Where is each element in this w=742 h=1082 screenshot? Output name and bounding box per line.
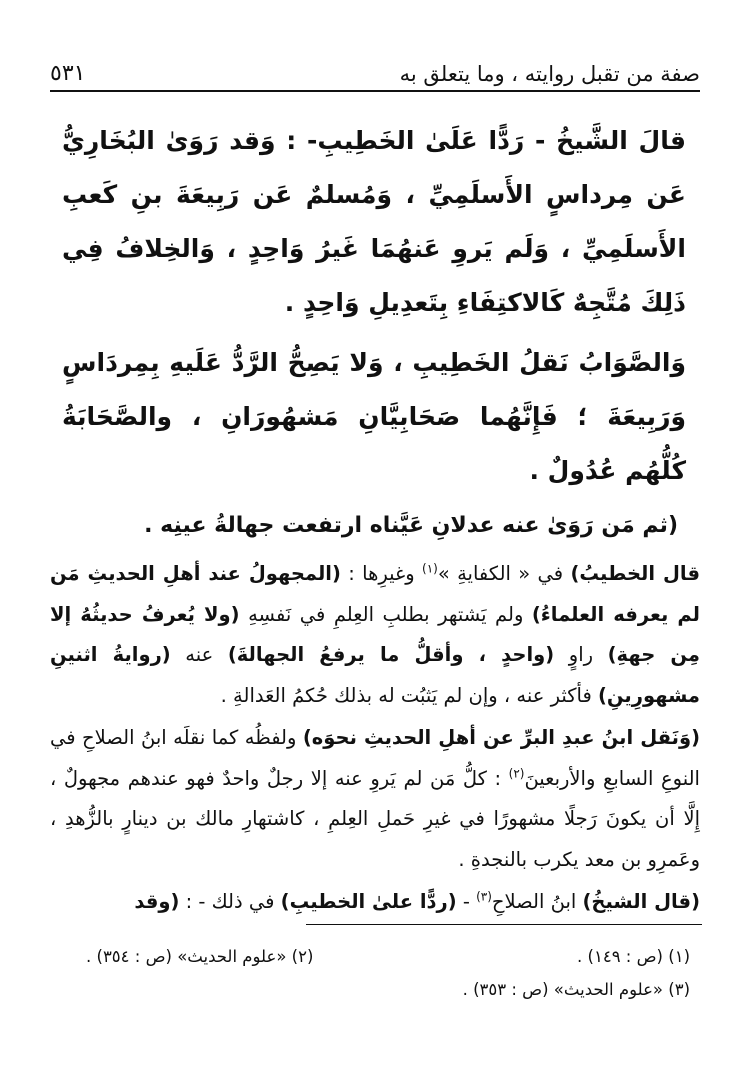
commentary-span: : كلُّ مَن لم يَروِ عنه إلا رجلٌ واحدٌ فهو عندهم مجهولٌ ، إِلَّا أن يكونَ رَجلًا مشهورًا في غيرِ حَملِ العِلمِ ، كاشتهارِ مالك بن دينارٍ بالزُّهدِ ، وعَمرِو بن معد يكرب بالنجدةِ . bbox=[50, 766, 700, 871]
quoted-matn: (وَنَقل ابنُ عبدِ البرِّ عن أهلِ الحديثِ نحوَه) bbox=[302, 726, 700, 749]
commentary-span: فأكثر عنه ، وإن لم يَثبُت له بذلك حُكمُ العَدالةِ . bbox=[220, 683, 598, 707]
commentary-span: عنه bbox=[170, 643, 228, 666]
commentary-span: وغيرِها : bbox=[340, 562, 422, 585]
quoted-matn: (روايةُ اثنينِ مشهورِينِ) bbox=[50, 643, 700, 707]
quoted-matn: (المجهولُ عند أهلِ الحديثِ مَن لم يعرفه العلماءُ) bbox=[50, 562, 701, 626]
commentary-span: ولفظُه كما نقلَه ابنُ الصلاحِ في النوعِ السابعِ والأربعينَ bbox=[50, 726, 700, 790]
matn-text bbox=[50, 114, 700, 498]
footnote-ref-2[interactable]: (٢) bbox=[508, 766, 525, 780]
quoted-matn: (قال الشيخُ) bbox=[582, 890, 700, 913]
footnote-row bbox=[50, 940, 690, 973]
footnote-row bbox=[50, 973, 690, 1006]
matn-paragraph-3: (ثم مَن رَوَىٰ عنه عدلانِ عَيَّناه ارتفعت جهالةُ عينِه . bbox=[144, 513, 678, 538]
footnote-divider bbox=[306, 924, 702, 925]
quoted-matn: (ولا يُعرفُ حديثُهُ إلا مِن جهةِ) bbox=[50, 602, 701, 666]
footnote-ref-3[interactable]: (٣) bbox=[476, 889, 492, 904]
footnote-1: (١) (ص : ١٤٩) . bbox=[577, 947, 690, 966]
commentary-paragraph-3 bbox=[50, 882, 700, 923]
commentary-span: في ذلك - : bbox=[179, 890, 281, 913]
quoted-matn: (ردًّا علىٰ الخطيبِ) bbox=[280, 890, 457, 913]
commentary-paragraph-1 bbox=[50, 554, 700, 716]
running-header bbox=[50, 52, 700, 86]
commentary-text bbox=[50, 554, 700, 923]
quoted-matn: (واحدٍ ، وأقلُّ ما يرفعُ الجهالةَ) bbox=[227, 643, 555, 666]
commentary-span: ولم يَشتهر بطلبِ العِلمِ في نَفسِهِ bbox=[239, 602, 532, 626]
quoted-matn: قال الخطيبُ) bbox=[570, 562, 701, 585]
page-number: ٥٣١ bbox=[50, 61, 86, 86]
quoted-matn: (وقد bbox=[134, 890, 180, 913]
footnotes bbox=[50, 940, 690, 1006]
matn-paragraph-1: قالَ الشَّيخُ - رَدًّا عَلَىٰ الخَطِيبِ- : وَقد رَوَىٰ البُخَارِيُّ عَن مِرداسٍ الأَسلَمِيِّ ، وَمُسلمٌ عَن رَبِيعَةَ بنِ كَعبِ الأَسلَمِيِّ ، وَلَم يَروِ عَنهُمَا غَيرُ وَاحِدٍ ، وَالخِلافُ فِي ذَلِكَ مُتَّجِهٌ كَالاكتِفَاءِ بِتَعدِيلِ وَاحِدٍ . bbox=[62, 126, 686, 317]
commentary-span: ابنُ الصلاحِ bbox=[491, 890, 583, 913]
commentary-span: راوٍ bbox=[554, 643, 608, 666]
commentary-span: - bbox=[456, 890, 477, 913]
matn-paragraph-2: وَالصَّوَابُ نَقلُ الخَطِيبِ ، وَلا يَصِحُّ الرَّدُّ عَلَيهِ بِمِردَاسٍ وَرَبِيعَةَ ؛ فَإِنَّهُما صَحَابِيَّانِ مَشهُورَانِ ، والصَّحَابَةُ كُلُّهُم عُدُولٌ . bbox=[62, 348, 686, 485]
chapter-title: صفة من تقبل روايته ، وما يتعلق به bbox=[399, 62, 700, 86]
footnote-ref-1[interactable]: (١) bbox=[422, 561, 438, 576]
commentary-span: في « الكفايةِ » bbox=[437, 562, 571, 585]
book-page bbox=[50, 52, 700, 925]
footnote-2: (٢) «علوم الحديث» (ص : ٣٥٤) . bbox=[86, 947, 314, 966]
commentary-paragraph-2 bbox=[50, 718, 700, 880]
footnote-3: (٣) «علوم الحديث» (ص : ٣٥٣) . bbox=[462, 980, 690, 999]
header-divider bbox=[50, 90, 700, 92]
